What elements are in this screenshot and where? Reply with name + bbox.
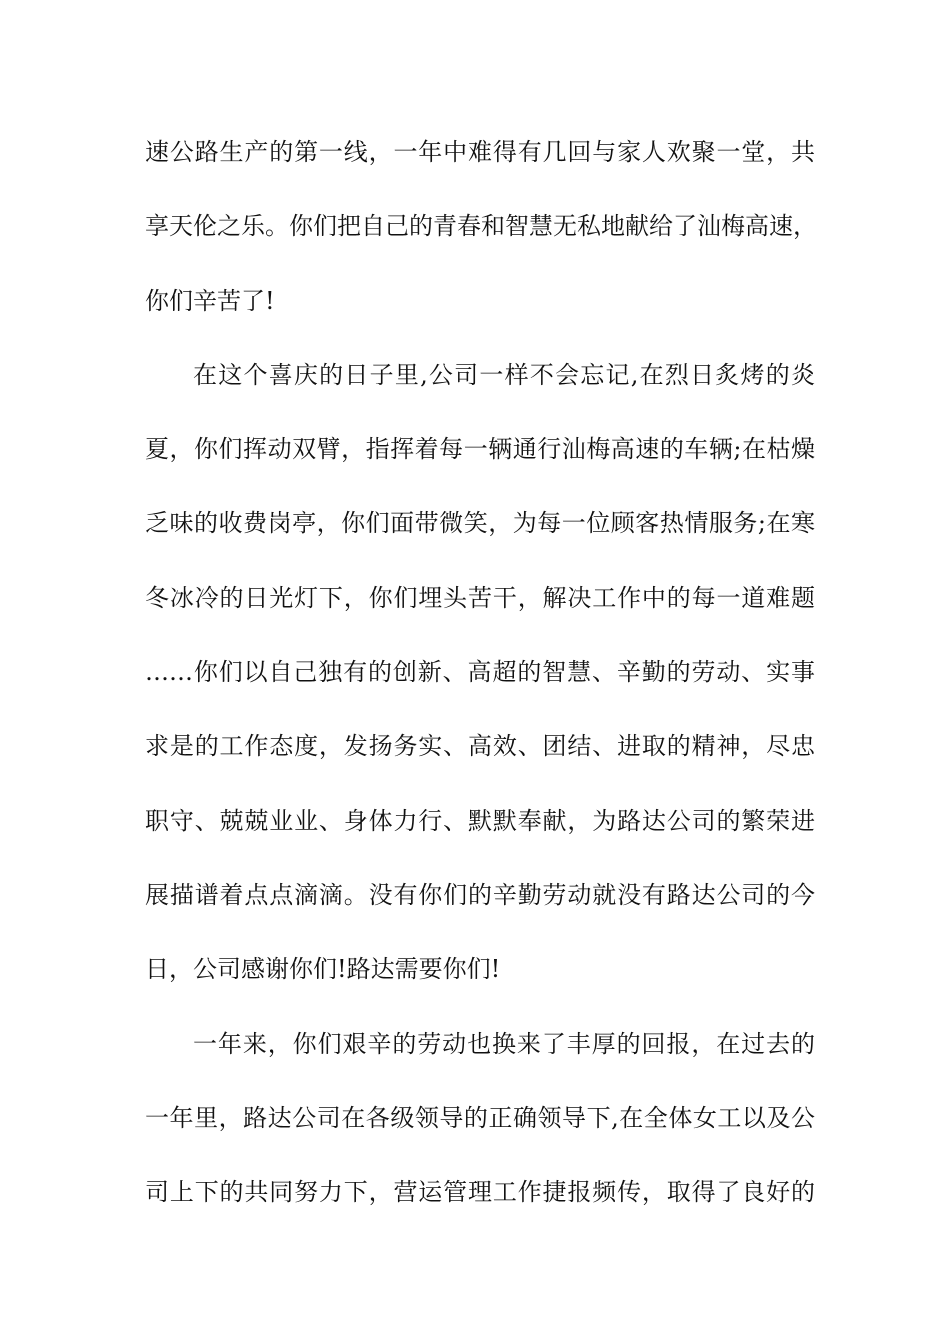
text-line: 司上下的共同努力下，营运管理工作捷报频传，取得了良好的: [145, 1178, 815, 1207]
text-line: 一年里，路达公司在各级领导的正确领导下,在全体女工以及公: [145, 1103, 815, 1132]
text-line: 求是的工作态度，发扬务实、高效、团结、进取的精神，尽忠: [145, 732, 815, 761]
text-line: 冬冰冷的日光灯下，你们埋头苦干，解决工作中的每一道难题: [145, 583, 815, 612]
text-line: 速公路生产的第一线，一年中难得有几回与家人欢聚一堂，共: [145, 138, 815, 166]
text-line: 你们辛苦了!: [145, 286, 275, 315]
paragraph-first-line: 一年来，你们艰辛的劳动也换来了丰厚的回报，在过去的: [193, 1029, 815, 1058]
body-text: [145, 128, 815, 1242]
text-line: 展描谱着点点滴滴。没有你们的辛勤劳动就没有路达公司的今: [145, 880, 815, 909]
text-line: 乏味的收费岗亭，你们面带微笑，为每一位顾客热情服务;在寒: [145, 509, 815, 538]
text-line: 夏，你们挥动双臂，指挥着每一辆通行汕梅高速的车辆;在枯燥: [145, 435, 815, 464]
text-line: 职守、兢兢业业、身体力行、默默奉献，为路达公司的繁荣进: [145, 806, 815, 835]
text-line: ……你们以自己独有的创新、高超的智慧、辛勤的劳动、实事: [145, 658, 815, 687]
paragraph-first-line: 在这个喜庆的日子里,公司一样不会忘记,在烈日炙烤的炎: [193, 360, 815, 389]
text-line: 享天伦之乐。你们把自己的青春和智慧无私地献给了汕梅高速，: [145, 212, 817, 241]
text-line: 日，公司感谢你们!路达需要你们!: [145, 955, 501, 984]
